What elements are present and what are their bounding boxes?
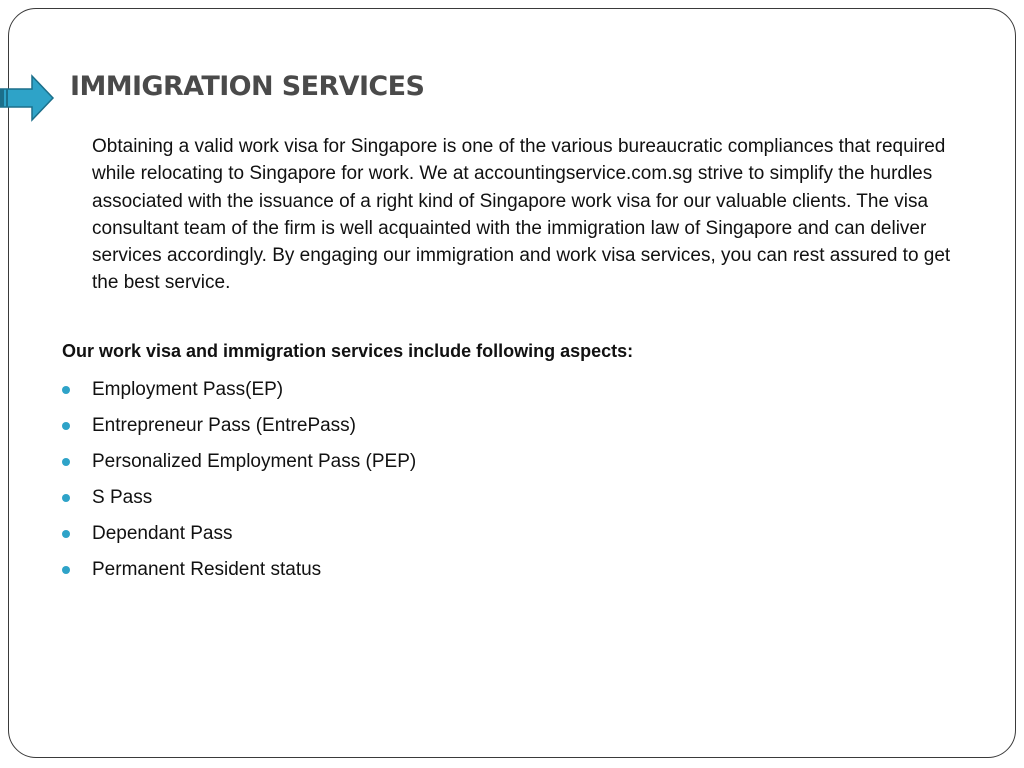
slide-title: IMMIGRATION SERVICES xyxy=(70,71,425,102)
list-item-label: Entrepreneur Pass (EntrePass) xyxy=(92,415,357,436)
list-item xyxy=(62,377,416,413)
bullet-dot-icon xyxy=(62,566,70,574)
bullet-dot-icon xyxy=(62,530,70,538)
bullet-dot-icon xyxy=(62,458,70,466)
list-item-label: S Pass xyxy=(92,487,153,508)
list-item xyxy=(62,413,416,449)
bullet-dot-icon xyxy=(62,386,70,394)
list-item-label: Employment Pass(EP) xyxy=(92,379,284,400)
bullet-dot-icon xyxy=(62,422,70,430)
list-item-label: Permanent Resident status xyxy=(92,559,322,580)
list-item-label: Personalized Employment Pass (PEP) xyxy=(92,451,417,472)
list-item xyxy=(62,521,416,557)
aspects-heading: Our work visa and immigration services include following aspects: xyxy=(62,341,634,361)
list-item xyxy=(62,557,416,593)
right-arrow-icon xyxy=(0,74,56,122)
bullet-dot-icon xyxy=(62,494,70,502)
list-item xyxy=(62,449,416,485)
list-item-label: Dependant Pass xyxy=(92,523,233,544)
list-item xyxy=(62,485,416,521)
intro-paragraph: Obtaining a valid work visa for Singapore is one of the various bureaucratic compliances that required while relocating to Singapore for work. We at accountingservice.com.sg strive to simplify the hurdles associated with the issuance of a right kind of Singapore work visa for our valuable clients. The visa consultant team of the firm is well acquainted with the immigration law of Singapore and can deliver services accordingly. By engaging our immigration and work visa services, you can rest assured to get the best service. xyxy=(92,136,951,294)
aspects-list xyxy=(62,377,416,593)
